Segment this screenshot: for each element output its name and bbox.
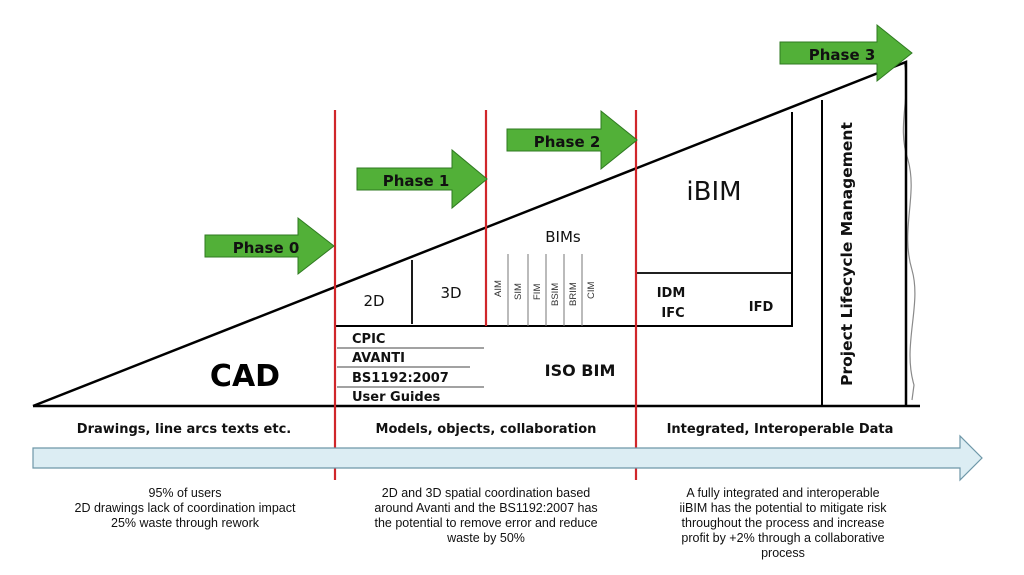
bim-model-bsim: BSIM bbox=[550, 282, 561, 306]
bim-model-aim: AIM bbox=[493, 280, 504, 297]
phase-0-arrow bbox=[205, 218, 334, 274]
desc-line: 25% waste through rework bbox=[111, 516, 259, 530]
standard-avanti: AVANTI bbox=[352, 351, 406, 366]
plm-label: Project Lifecycle Management bbox=[838, 122, 856, 386]
bims-label: BIMs bbox=[545, 228, 581, 246]
standard-cpic: CPIC bbox=[352, 332, 386, 347]
phase-3-label: Phase 3 bbox=[808, 46, 876, 64]
ifc-label: IFC bbox=[661, 306, 685, 321]
ifd-label: IFD bbox=[748, 300, 774, 315]
band-cad: Drawings, line arcs texts etc. bbox=[76, 422, 292, 437]
iso-bim-label: ISO BIM bbox=[544, 361, 616, 380]
desc-line: 2D drawings lack of coordination impact bbox=[74, 501, 296, 515]
idm-label: IDM bbox=[656, 286, 686, 301]
phase-0-description bbox=[40, 486, 330, 531]
phase-1-label: Phase 1 bbox=[382, 172, 450, 190]
ibim-label: iBIM bbox=[686, 177, 742, 207]
band-bim: Models, objects, collaboration bbox=[375, 422, 597, 437]
desc-line: the potential to remove error and reduce bbox=[374, 516, 598, 530]
bim-model-sim: SIM bbox=[513, 283, 524, 300]
desc-line: process bbox=[761, 546, 805, 560]
phase-2-arrow bbox=[507, 111, 637, 169]
desc-line: around Avanti and the BS1192:2007 has bbox=[374, 501, 598, 515]
desc-line: A fully integrated and interoperable bbox=[686, 486, 880, 500]
desc-line: 2D and 3D spatial coordination based bbox=[381, 486, 591, 500]
cad-label: CAD bbox=[209, 359, 281, 394]
phase-0-label: Phase 0 bbox=[232, 239, 300, 257]
band-ibim: Integrated, Interoperable Data bbox=[666, 422, 894, 437]
standard-bs1192: BS1192:2007 bbox=[352, 371, 449, 386]
label-2d: 2D bbox=[363, 292, 385, 310]
desc-line: 95% of users bbox=[148, 486, 222, 500]
bim-model-fim: FIM bbox=[532, 283, 543, 300]
desc-line: waste by 50% bbox=[447, 531, 525, 545]
maturity-triangle bbox=[33, 62, 906, 406]
desc-line: iiBIM has the potential to mitigate risk bbox=[679, 501, 887, 515]
bim-model-brim: BRIM bbox=[568, 282, 579, 306]
phase-2-label: Phase 2 bbox=[533, 133, 601, 151]
phase-1-arrow bbox=[357, 150, 487, 208]
phase-3-arrow bbox=[780, 25, 912, 81]
phase-1-description bbox=[338, 486, 634, 546]
desc-line: profit by +2% through a collaborative bbox=[681, 531, 885, 545]
standard-user-guides: User Guides bbox=[352, 390, 441, 405]
phase-2-description bbox=[638, 486, 928, 561]
timeline-arrow bbox=[33, 436, 982, 480]
bim-model-cim: CIM bbox=[586, 281, 597, 299]
label-3d: 3D bbox=[440, 284, 462, 302]
desc-line: throughout the process and increase bbox=[681, 516, 885, 530]
